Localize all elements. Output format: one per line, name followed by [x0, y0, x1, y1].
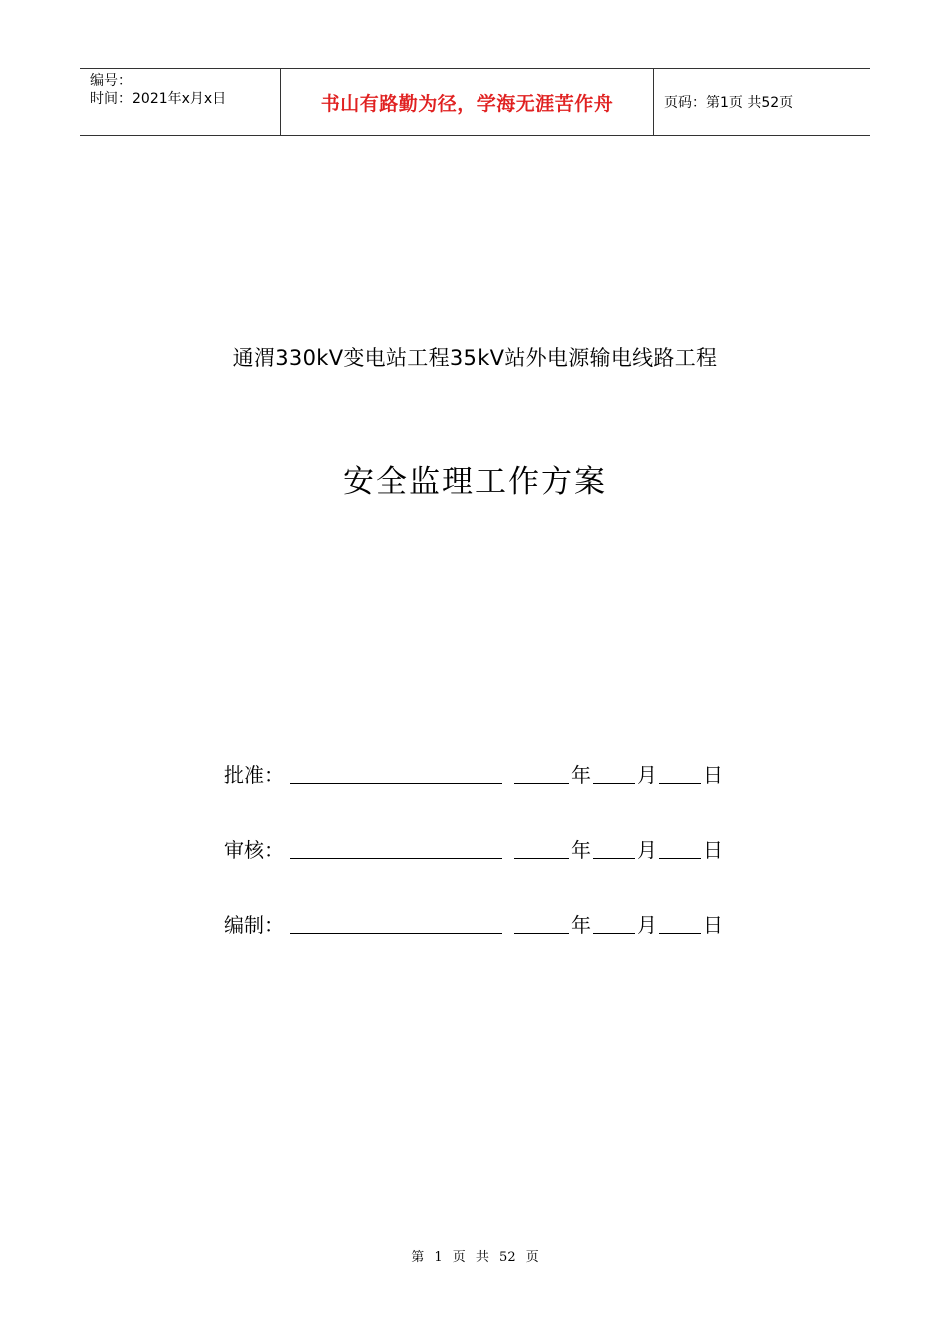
review-month-line [593, 836, 635, 859]
document-title: 安全监理工作方案 [343, 464, 607, 500]
review-year-line [514, 836, 569, 859]
approve-day-line [659, 761, 701, 784]
document-number-label: 编号： [90, 73, 132, 89]
compile-row [224, 908, 725, 938]
motto-text: 书山有路勤为径，学海无涯苦作舟 [320, 92, 614, 115]
header-meta-cell [80, 69, 281, 135]
approve-month-line [593, 761, 635, 784]
compile-signature-line [290, 911, 502, 934]
approve-row [224, 758, 725, 788]
review-label: 审核： [224, 838, 284, 862]
approve-year-unit: 年 [571, 763, 591, 787]
review-day-line [659, 836, 701, 859]
approve-label: 批准： [224, 763, 284, 787]
project-title: 通渭330kV变电站工程35kV站外电源输电线路工程 [232, 346, 718, 370]
compile-day-line [659, 911, 701, 934]
review-year-unit: 年 [571, 838, 591, 862]
compile-month-line [593, 911, 635, 934]
compile-day-unit: 日 [703, 913, 723, 937]
compile-month-unit: 月 [637, 913, 657, 937]
approve-month-unit: 月 [637, 763, 657, 787]
document-time: 时间：2021年x月x日 [90, 91, 227, 107]
review-signature-line [290, 836, 502, 859]
review-row [224, 833, 725, 863]
approve-signature-line [290, 761, 502, 784]
compile-label: 编制： [224, 913, 284, 937]
compile-year-unit: 年 [571, 913, 591, 937]
header-page-cell [654, 69, 870, 135]
approve-day-unit: 日 [703, 763, 723, 787]
compile-year-line [514, 911, 569, 934]
header-motto-cell [281, 69, 654, 135]
review-month-unit: 月 [637, 838, 657, 862]
review-day-unit: 日 [703, 838, 723, 862]
footer-page-number: 第 1 页 共 52 页 [411, 1250, 539, 1265]
approve-year-line [514, 761, 569, 784]
header-page-info: 页码：第1页 共52页 [664, 95, 794, 111]
header-table [80, 68, 870, 136]
